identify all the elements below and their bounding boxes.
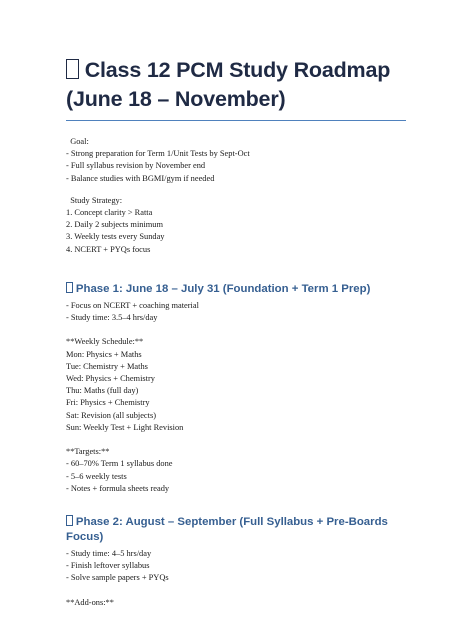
goal-item: - Balance studies with BGMI/gym if needed: [66, 173, 215, 183]
phase2-item: - Study time: 4–5 hrs/day: [66, 549, 152, 559]
page-title-text: Class 12 PCM Study Roadmap (June 18 – November): [66, 58, 391, 111]
phase2-heading-text: Phase 2: August – September (Full Syllabus + Pre-Boards Focus): [66, 516, 388, 544]
spacer: [66, 324, 408, 336]
schedule-item: Wed: Physics + Chemistry: [66, 374, 155, 384]
phase1-heading: [66, 282, 408, 297]
missing-glyph-icon: [66, 515, 73, 526]
targets-heading: **Targets:**: [66, 447, 110, 457]
schedule-item: Mon: Physics + Maths: [66, 349, 142, 359]
missing-glyph-icon: [66, 59, 79, 79]
goal-item: - Full syllabus revision by November end: [66, 161, 206, 171]
schedule-item: Thu: Maths (full day): [66, 386, 139, 396]
phase1-heading-text: Phase 1: June 18 – July 31 (Foundation + Term 1 Prep): [75, 282, 371, 295]
phase2-heading: [66, 515, 408, 545]
phase2-item: - Solve sample papers + PYQs: [66, 573, 169, 583]
phase1-intro-item: - Focus on NCERT + coaching material: [66, 300, 199, 310]
strategy-item: 1. Concept clarity > Ratta: [66, 208, 153, 218]
phase1-intro-item: - Study time: 3.5–4 hrs/day: [66, 313, 158, 323]
target-item: - 60–70% Term 1 syllabus done: [66, 459, 173, 469]
strategy-item: 4. NCERT + PYQs focus: [66, 244, 151, 254]
page-title: [66, 56, 408, 114]
strategy-item: 3. Weekly tests every Sunday: [66, 232, 165, 242]
strategy-item: 2. Daily 2 subjects minimum: [66, 220, 164, 230]
spacer: [66, 434, 408, 446]
target-item: - 5–6 weekly tests: [66, 471, 127, 481]
target-item: - Notes + formula sheets ready: [66, 483, 170, 493]
spacer: [66, 585, 408, 597]
schedule-item: Tue: Chemistry + Maths: [66, 361, 148, 371]
goal-section: [66, 136, 408, 185]
phase1-section: [66, 300, 408, 495]
schedule-item: Sat: Revision (all subjects): [66, 410, 157, 420]
phase2-item: - Finish leftover syllabus: [66, 561, 150, 571]
phase2-section: [66, 548, 408, 609]
addons-heading: **Add-ons:**: [66, 597, 114, 607]
goal-heading: Goal:: [70, 137, 89, 146]
missing-glyph-icon: [66, 282, 73, 293]
strategy-section: [66, 195, 408, 256]
schedule-item: Sun: Weekly Test + Light Revision: [66, 422, 184, 432]
strategy-heading: Study Strategy:: [70, 195, 123, 205]
weekly-schedule-heading: **Weekly Schedule:**: [66, 337, 144, 347]
title-underline: [66, 120, 406, 121]
schedule-item: Fri: Physics + Chemistry: [66, 398, 150, 408]
goal-item: - Strong preparation for Term 1/Unit Tests by Sept-Oct: [66, 149, 250, 159]
